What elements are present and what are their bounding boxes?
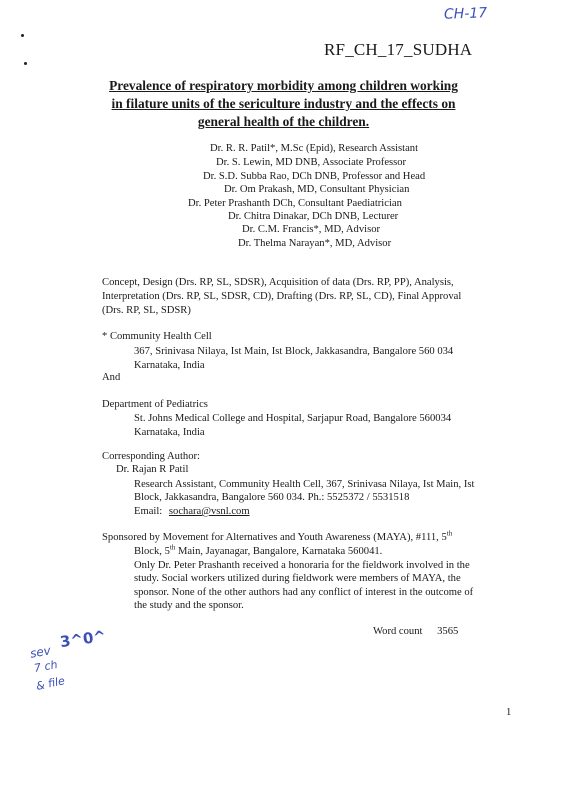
sponsor-line-2: [134, 543, 383, 557]
corresponding-email-row: [134, 506, 250, 517]
margin-dot: [24, 62, 27, 65]
affiliation-1-address-2: Karnataka, India: [134, 360, 205, 371]
sponsor-note-4: the study and the sponsor.: [134, 600, 244, 611]
word-count-label: Word count: [373, 626, 423, 637]
affiliation-1-name: * Community Health Cell: [102, 331, 212, 342]
sponsor-line-1-superscript: th: [446, 529, 453, 538]
title-line-2: in filature units of the sericulture industry and the effects on: [111, 96, 456, 111]
affiliation-2-name: Department of Pediatrics: [102, 399, 208, 410]
author-7: Dr. C.M. Francis*, MD, Advisor: [242, 224, 381, 235]
author-3: Dr. S.D. Subba Rao, DCh DNB, Professor and Head: [203, 171, 426, 182]
author-8: Dr. Thelma Narayan*, MD, Advisor: [238, 238, 392, 249]
page-number: 1: [506, 707, 512, 718]
sponsor-note-2: study. Social workers utilized during fieldwork were members of MAYA, the: [134, 573, 461, 584]
word-count: [373, 626, 458, 637]
email-link[interactable]: sochara@vsnl.com: [168, 506, 250, 517]
handwritten-chapter-note: CH-17: [443, 5, 488, 23]
document-title: [0, 77, 567, 131]
title-line-1: Prevalence of respiratory morbidity among children working: [109, 78, 458, 93]
sponsor-note-3: sponsor. None of the other authors had any conflict of interest in the outcome of: [134, 587, 474, 598]
author-5: Dr. Peter Prashanth DCh, Consultant Paediatrician: [188, 198, 402, 209]
contributions-line-3: (Drs. RP, SL, SDSR): [102, 305, 191, 316]
corresponding-address-2: Block, Jakkasandra, Bangalore 560 034. Ph.: 5525372 / 5531518: [134, 492, 410, 503]
author-1: Dr. R. R. Patil*, M.Sc (Epid), Research Assistant: [210, 143, 419, 154]
sponsor-line-1: [102, 529, 453, 543]
margin-note-1: sev: [28, 643, 52, 661]
sponsor-line-2-text-b: Main, Jayanagar, Bangalore, Karnataka 560041.: [175, 546, 383, 557]
author-4: Dr. Om Prakash, MD, Consultant Physician: [224, 184, 410, 195]
contributions-line-2: Interpretation (Drs. RP, SL, SDSR, CD), Drafting (Drs. RP, SL, CD), Final Approval: [102, 291, 462, 302]
corresponding-name: Dr. Rajan R Patil: [116, 464, 189, 475]
corresponding-address-1: Research Assistant, Community Health Cell, 367, Srinivasa Nilaya, Ist Main, Ist: [134, 479, 475, 490]
affiliation-2-address-1: St. Johns Medical College and Hospital, Sarjapur Road, Bangalore 560034: [134, 413, 452, 424]
margin-dot: [21, 34, 24, 37]
author-2: Dr. S. Lewin, MD DNB, Associate Professor: [216, 157, 407, 168]
title-line-3: general health of the children.: [197, 114, 370, 129]
author-6: Dr. Chitra Dinakar, DCh DNB, Lecturer: [228, 211, 399, 222]
corresponding-label: Corresponding Author:: [102, 451, 200, 462]
sponsor-line-2-text-a: Block, 5: [134, 546, 170, 557]
contributions-line-1: Concept, Design (Drs. RP, SL, SDSR), Acquisition of data (Drs. RP, PP), Analysis,: [102, 277, 454, 288]
sponsor-note-1: Only Dr. Peter Prashanth received a honoraria for the fieldwork involved in the: [134, 560, 470, 571]
margin-note-2: 7 ch: [33, 658, 59, 675]
document-code: RF_CH_17_SUDHA: [324, 40, 473, 59]
word-count-value: 3565: [437, 626, 459, 637]
margin-stamp: 3^0^: [58, 626, 108, 652]
affiliation-2-address-2: Karnataka, India: [134, 427, 205, 438]
email-label: Email:: [134, 506, 163, 517]
sponsor-line-2-superscript: th: [169, 543, 176, 552]
affiliation-1-address-1: 367, Srinivasa Nilaya, Ist Main, Ist Block, Jakkasandra, Bangalore 560 034: [134, 346, 454, 357]
sponsor-line-1-text: Sponsored by Movement for Alternatives and Youth Awareness (MAYA), #111, 5: [102, 532, 447, 543]
affiliation-connector: And: [102, 372, 121, 383]
margin-note-3: & file: [34, 674, 67, 693]
